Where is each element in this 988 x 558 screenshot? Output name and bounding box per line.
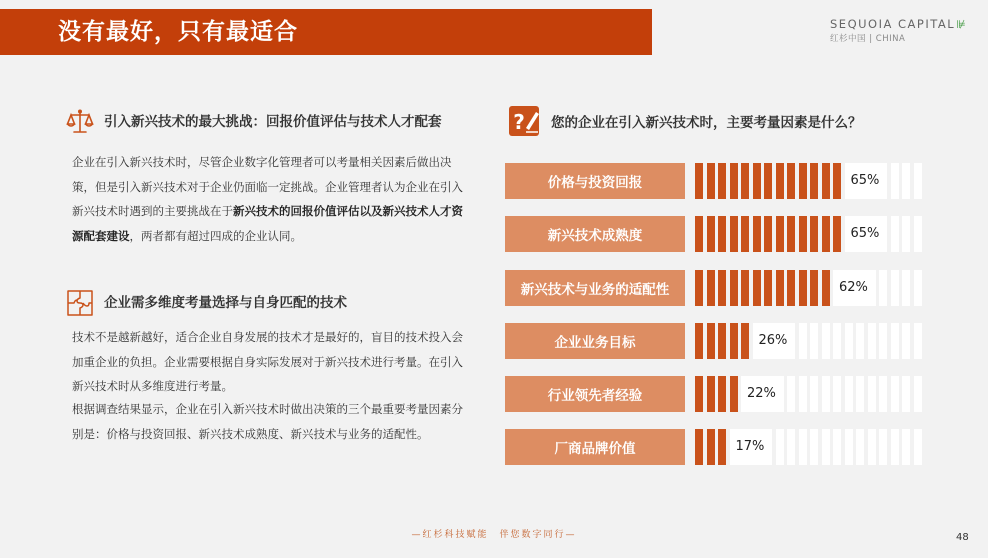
bar-segment-empty [879,376,887,412]
category-label: 新兴技术成熟度 [505,216,685,252]
section-multidim-title: 企业需多维度考量选择与自身匹配的技术 [104,295,347,311]
scales-icon [66,108,94,136]
bar-segment-empty [799,323,807,359]
bar-segment-filled [695,163,703,199]
bar-segment-filled [730,216,738,252]
bar-segment-filled [695,376,703,412]
bar-segment-empty [868,429,876,465]
bar-segment-empty [833,429,841,465]
bar-track [695,376,925,412]
bar-segment-filled [787,270,795,306]
bar-segment-filled [776,163,784,199]
bar-segment-empty [856,323,864,359]
multidim-paragraph-1: 技术不是越新越好，适合企业自身发展的技术才是最好的，盲目的技术投入会加重企业的负担。企业需要根据自身实际发展对于新兴技术进行考量。在引入新兴技术时从多维度进行考量。 [72,330,463,393]
category-label: 新兴技术与业务的适配性 [505,270,685,306]
bar-value-label: 62% [837,270,870,306]
bar-value-label: 65% [849,216,882,252]
bar-segment-filled [764,270,772,306]
bar-value-label: 17% [734,429,767,465]
bar-segment-filled [764,163,772,199]
bar-segment-filled [718,323,726,359]
bar-segment-empty [902,163,910,199]
bar-segment-filled [695,216,703,252]
bar-segment-filled [730,270,738,306]
bar-segment-empty [810,376,818,412]
bar-segment-empty [902,429,910,465]
leaf-icon: ⊯ [956,18,968,31]
bar-segment-empty [902,216,910,252]
bar-segment-empty [868,376,876,412]
bar-segment-filled [718,429,726,465]
bar-segment-empty [891,270,899,306]
bar-segment-empty [787,429,795,465]
bar-segment-filled [787,163,795,199]
bar-segment-filled [695,270,703,306]
bar-segment-filled [707,270,715,306]
bar-segment-empty [856,429,864,465]
bar-segment-empty [787,376,795,412]
bar-segment-filled [753,216,761,252]
bar-segment-empty [891,216,899,252]
bar-segment-empty [879,323,887,359]
bar-segment-empty [776,429,784,465]
bar-segment-empty [833,323,841,359]
bar-segment-empty [822,323,830,359]
bar-value-label: 22% [745,376,778,412]
bar-segment-filled [764,216,772,252]
footer-slogan: —红杉科技赋能 伴您数字同行— [411,530,577,540]
challenge-emphasis: 新兴技术的回报价值评估以及新兴技术人才资源配套建设 [72,204,463,243]
bar-segment-empty [845,429,853,465]
bar-segment-filled [707,216,715,252]
bar-value-label: 26% [757,323,790,359]
bar-segment-filled [810,163,818,199]
svg-text:?: ? [513,110,525,134]
bar-segment-filled [718,216,726,252]
logo-name: SEQUOIA CAPITAL [830,17,956,31]
bar-segment-empty [902,376,910,412]
bar-segment-empty [879,429,887,465]
bar-segment-empty [902,270,910,306]
bar-segment-filled [833,216,841,252]
bar-segment-filled [741,270,749,306]
bar-segment-filled [753,270,761,306]
bar-segment-filled [695,429,703,465]
question-pencil-icon [508,104,542,138]
bar-segment-filled [718,270,726,306]
page-title: 没有最好，只有最适合 [58,19,298,45]
bar-segment-empty [891,376,899,412]
bar-segment-filled [822,163,830,199]
bar-track [695,429,925,465]
bar-segment-empty [914,323,922,359]
multidim-paragraph-2: 根据调查结果显示，企业在引入新兴技术时做出决策的三个最重要考量因素分别是：价格与投资回报、新兴技术成熟度、新兴技术与业务的适配性。 [72,402,463,441]
bar-segment-empty [914,270,922,306]
bar-segment-filled [730,376,738,412]
bar-segment-empty [845,376,853,412]
bar-segment-empty [799,376,807,412]
bar-segment-filled [707,323,715,359]
bar-segment-empty [891,323,899,359]
bar-segment-filled [822,216,830,252]
bar-segment-filled [718,376,726,412]
bar-track [695,163,925,199]
bar-segment-filled [810,216,818,252]
section-multidim-header [66,289,347,317]
bar-segment-filled [787,216,795,252]
bar-segment-filled [822,270,830,306]
bar-segment-filled [741,323,749,359]
bar-segment-filled [799,163,807,199]
bar-segment-empty [845,323,853,359]
bar-segment-filled [799,216,807,252]
section-challenge-title: 引入新兴技术的最大挑战：回报价值评估与技术人才配套 [104,114,442,130]
bar-segment-filled [833,163,841,199]
bar-segment-empty [891,429,899,465]
bar-segment-empty [822,429,830,465]
bar-segment-filled [776,270,784,306]
category-label: 厂商品牌价值 [505,429,685,465]
bar-track [695,216,925,252]
bar-segment-empty [856,376,864,412]
bar-segment-empty [810,323,818,359]
bar-segment-filled [718,163,726,199]
bar-segment-empty [914,163,922,199]
bar-segment-filled [707,429,715,465]
bar-track [695,270,925,306]
bar-segment-empty [902,323,910,359]
title-bar [0,9,652,55]
bar-segment-filled [799,270,807,306]
bar-segment-empty [810,429,818,465]
bar-segment-filled [776,216,784,252]
bar-segment-filled [741,216,749,252]
category-label: 行业领先者经验 [505,376,685,412]
puzzle-icon [66,289,94,317]
bar-segment-empty [822,376,830,412]
bar-track [695,323,925,359]
bar-segment-filled [695,323,703,359]
bar-segment-empty [879,270,887,306]
bar-value-label: 65% [849,163,882,199]
bar-segment-empty [914,376,922,412]
challenge-paragraph [72,150,464,248]
bar-segment-filled [707,376,715,412]
bar-segment-empty [833,376,841,412]
category-label: 价格与投资回报 [505,163,685,199]
question-header [508,104,862,138]
bar-segment-filled [753,163,761,199]
category-label: 企业业务目标 [505,323,685,359]
question-title: 您的企业在引入新兴技术时，主要考量因素是什么？ [551,115,862,131]
bar-segment-empty [799,429,807,465]
bar-segment-filled [810,270,818,306]
logo-subtitle: 红杉中国 | CHINA [830,34,906,44]
bar-segment-filled [741,163,749,199]
page-number: 48 [956,532,969,543]
bar-segment-empty [868,323,876,359]
bar-segment-empty [914,429,922,465]
challenge-text-end: ，两者都有超过四成的企业认同。 [129,228,302,243]
bar-segment-filled [730,163,738,199]
sequoia-logo [830,17,970,45]
bar-segment-empty [891,163,899,199]
bar-segment-filled [730,323,738,359]
section-challenge-header [66,108,442,136]
challenge-text: 企业在引入新兴技术时，尽管企业数字化管理者可以考量相关因素后做出决策，但是引入新兴技术对于企业仍面临一定挑战。企业管理者认为企业在引入新兴技术时遇到的主要挑战在于 [72,155,463,218]
bar-segment-empty [914,216,922,252]
bar-segment-filled [707,163,715,199]
